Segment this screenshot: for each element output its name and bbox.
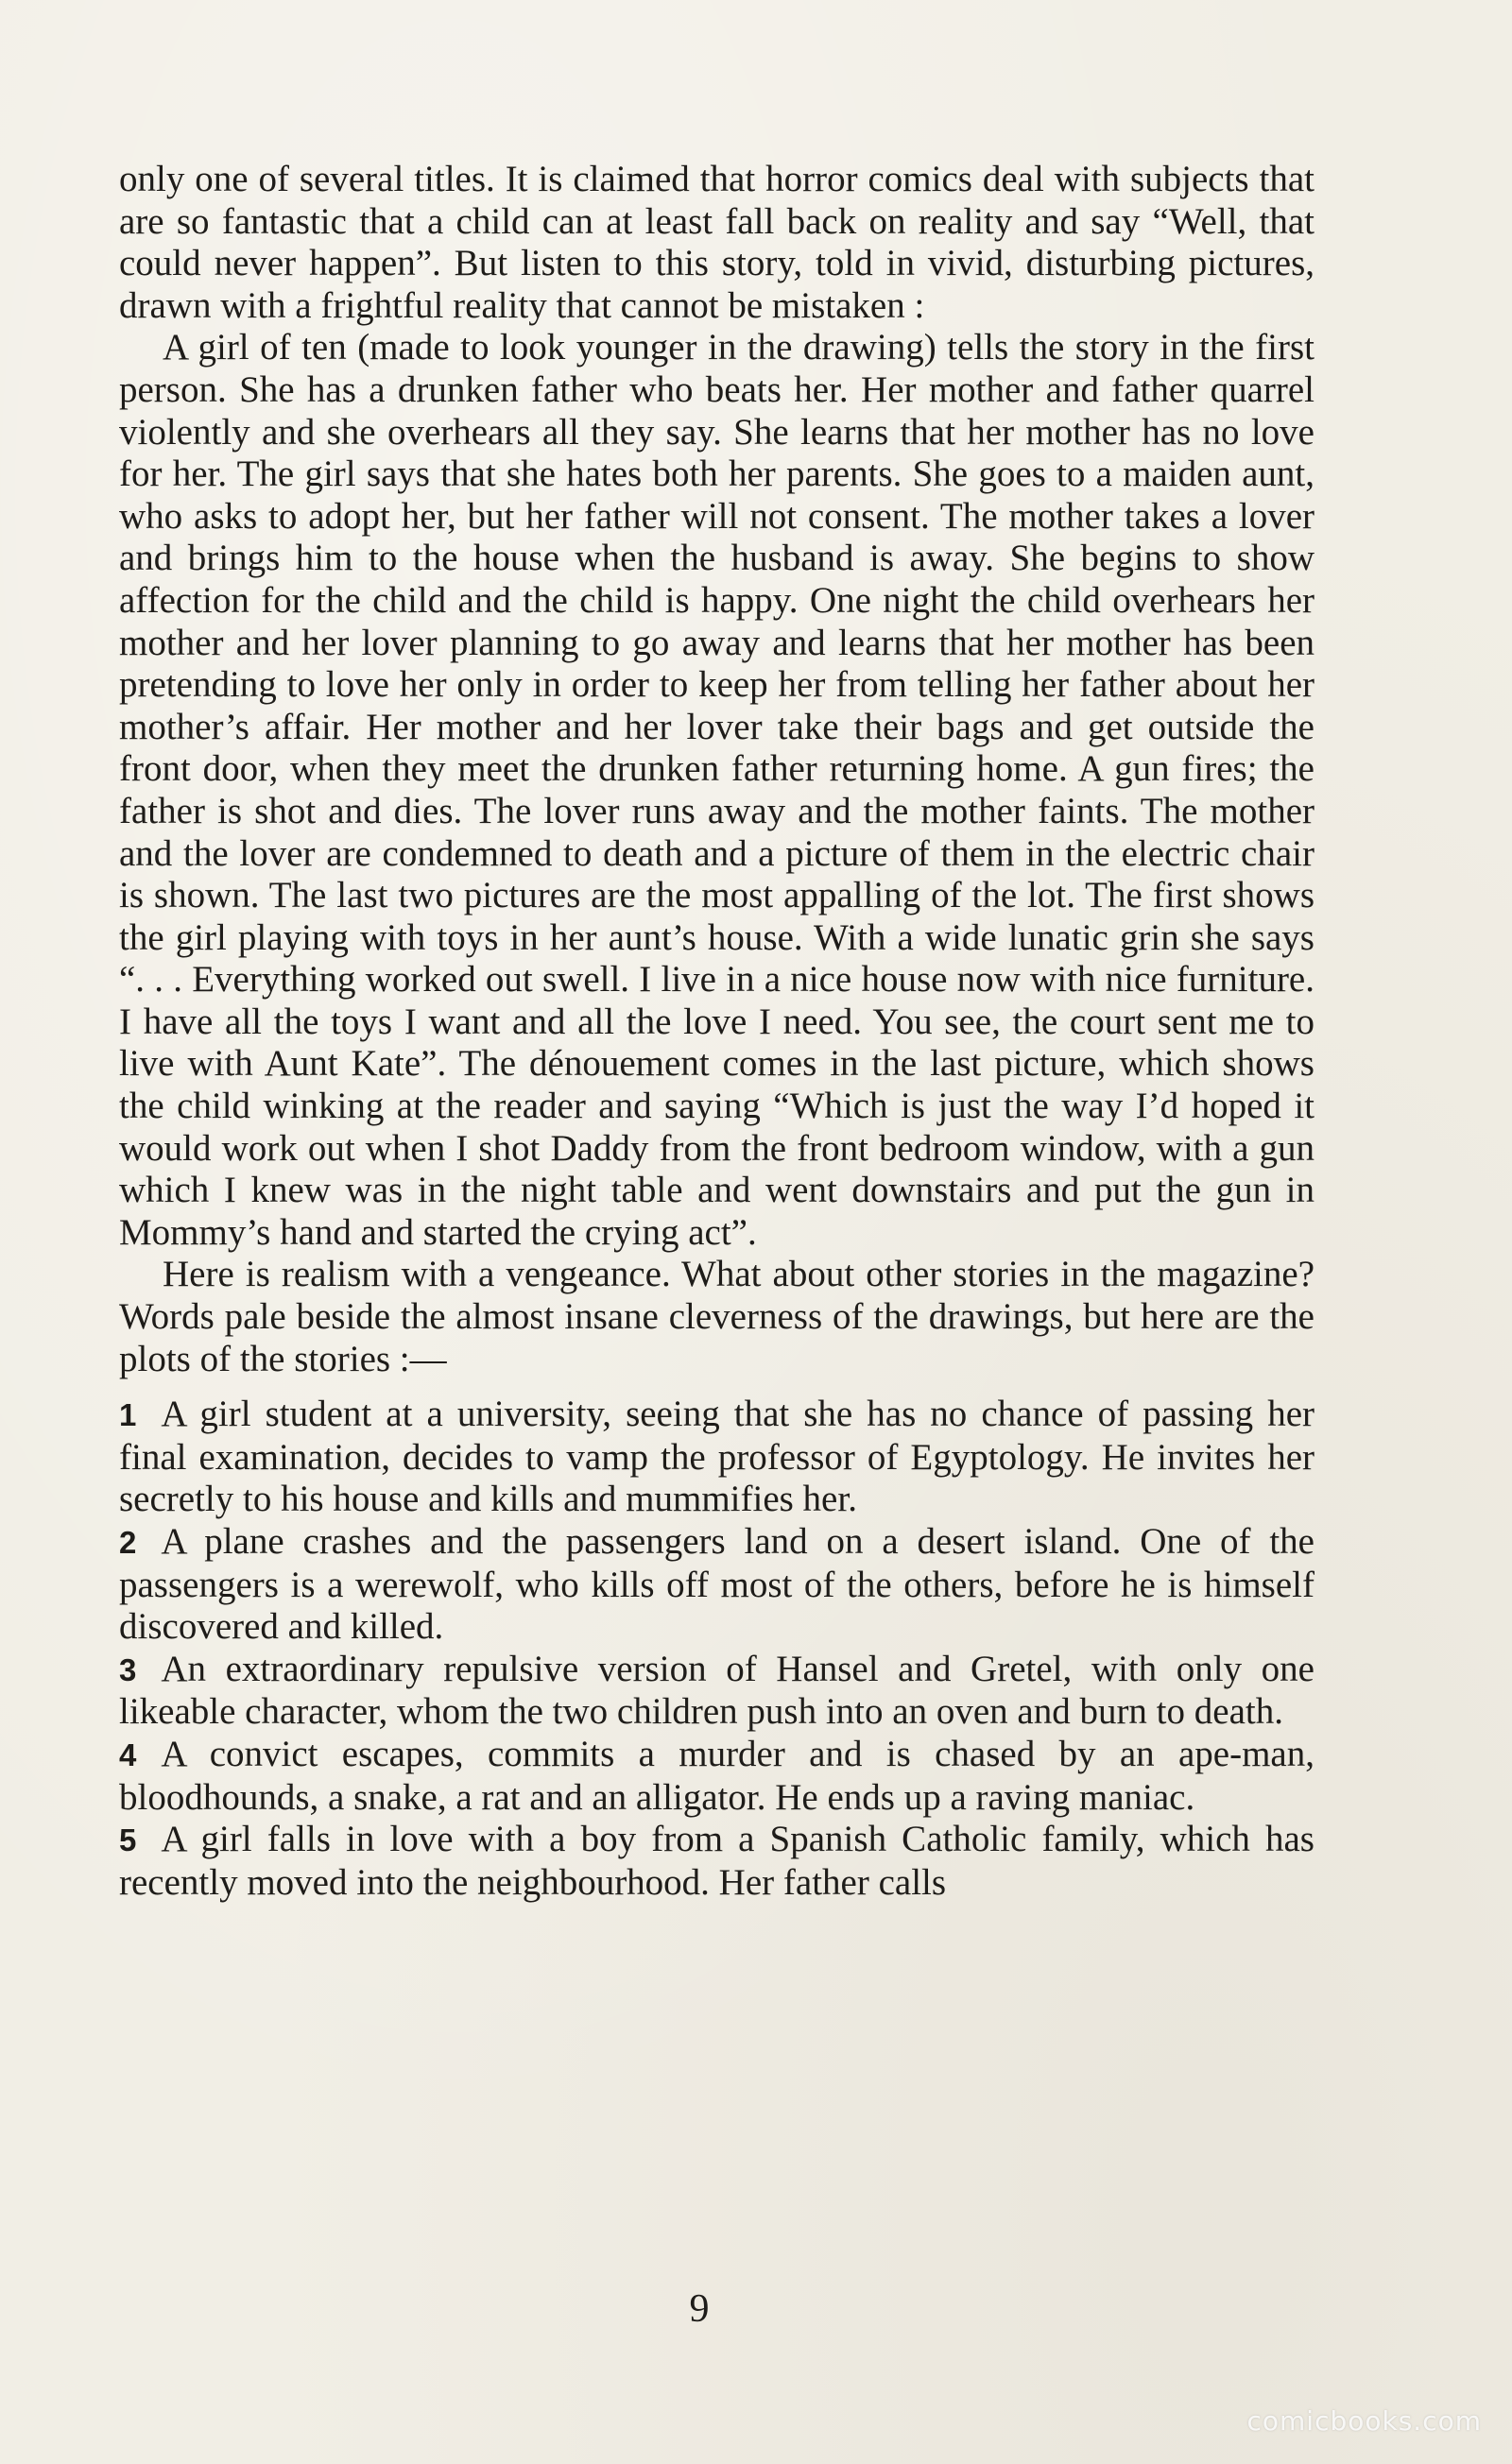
paragraph-story: A girl of ten (made to look younger in the drawing) tells the story in the first person. She has a drunken father who beats her. Her mother and father quarrel violently and she overhears all they say. She learns that her mother has no love for her. The girl says that she hates both her parents. She goes to a maiden aunt, who asks to adopt her, but her father will not consent. The mother takes a lover and brings him to the house when the husband is away. She begins to show affection for the child and the child is happy. One night the child overhears her mother and her lover planning to go away and learns that her mother has been pretending to love her only in order to keep her from telling her father about her mother’s affair. Her mother and her lover take their bags and get outside the front door, when they meet the drunken father returning home. A gun fires; the father is shot and dies. The lover runs away and the mother faints. The mother and the lover are condemned to death and a picture of them in the electric chair is shown. The last two pictures are the most appalling of the lot. The first shows the girl playing with toys in her aunt’s house. With a wide lunatic grin she says “. . . Everything worked out swell. I live in a nice house now with nice furniture. I have all the toys I want and all the love I need. You see, the court sent me to live with Aunt Kate”. The dénouement comes in the last picture, which shows the child winking at the reader and saying “Which is just the way I’d hoped it would work out when I shot Daddy from the front bedroom window, with a gun which I knew was in the night table and went downstairs and put the gun in Mommy’s hand and started the crying act”. xyxy=(119,327,1314,1253)
plot-number: 4 xyxy=(119,1737,137,1772)
plot-item xyxy=(119,1649,1314,1734)
plot-item xyxy=(119,1819,1314,1904)
paragraph-intro-plots: Here is realism with a vengeance. What about other stories in the magazine? Words pale beside the almost insane cleverness of the drawings, but here are the plots of the stories :— xyxy=(119,1254,1314,1379)
plot-number: 3 xyxy=(119,1651,137,1687)
plot-text: A girl student at a university, seeing that she has no chance of passing her final examination, decides to vamp the professor of Egyptology. He invites her secretly to his house and kills and mummifies her. xyxy=(119,1394,1314,1520)
watermark: comicbooks.com xyxy=(1246,2405,1482,2437)
plot-number: 2 xyxy=(119,1525,137,1560)
page-number: 9 xyxy=(689,2287,710,2331)
plot-number: 1 xyxy=(119,1397,137,1433)
plot-text: A plane crashes and the passengers land on a desert island. One of the passengers is a werewolf, who kills off most of the others, before he is himself discovered and killed. xyxy=(119,1521,1314,1648)
plot-item xyxy=(119,1734,1314,1819)
paragraph-continuation: only one of several titles. It is claimed that horror comics deal with subjects that are so fantastic that a child can at least fall back on reality and say “Well, that could never happen”. But listen to this story, told in vivid, disturbing pictures, drawn with a frightful reality that cannot be mistaken : xyxy=(119,159,1314,326)
plot-text: A girl falls in love with a boy from a Spanish Catholic family, which has recently moved into the neighbourhood. Her father calls xyxy=(119,1819,1314,1903)
plot-text: A convict escapes, commits a murder and is chased by an ape-man, bloodhounds, a snake, a rat and an alligator. He ends up a raving maniac. xyxy=(119,1733,1314,1818)
plot-text: An extraordinary repulsive version of Hansel and Gretel, with only one likeable character, whom the two children push into an oven and burn to death. xyxy=(119,1648,1314,1733)
plot-item xyxy=(119,1521,1314,1649)
body-text xyxy=(119,159,1314,1904)
plot-number: 5 xyxy=(119,1822,137,1858)
plot-item xyxy=(119,1394,1314,1521)
